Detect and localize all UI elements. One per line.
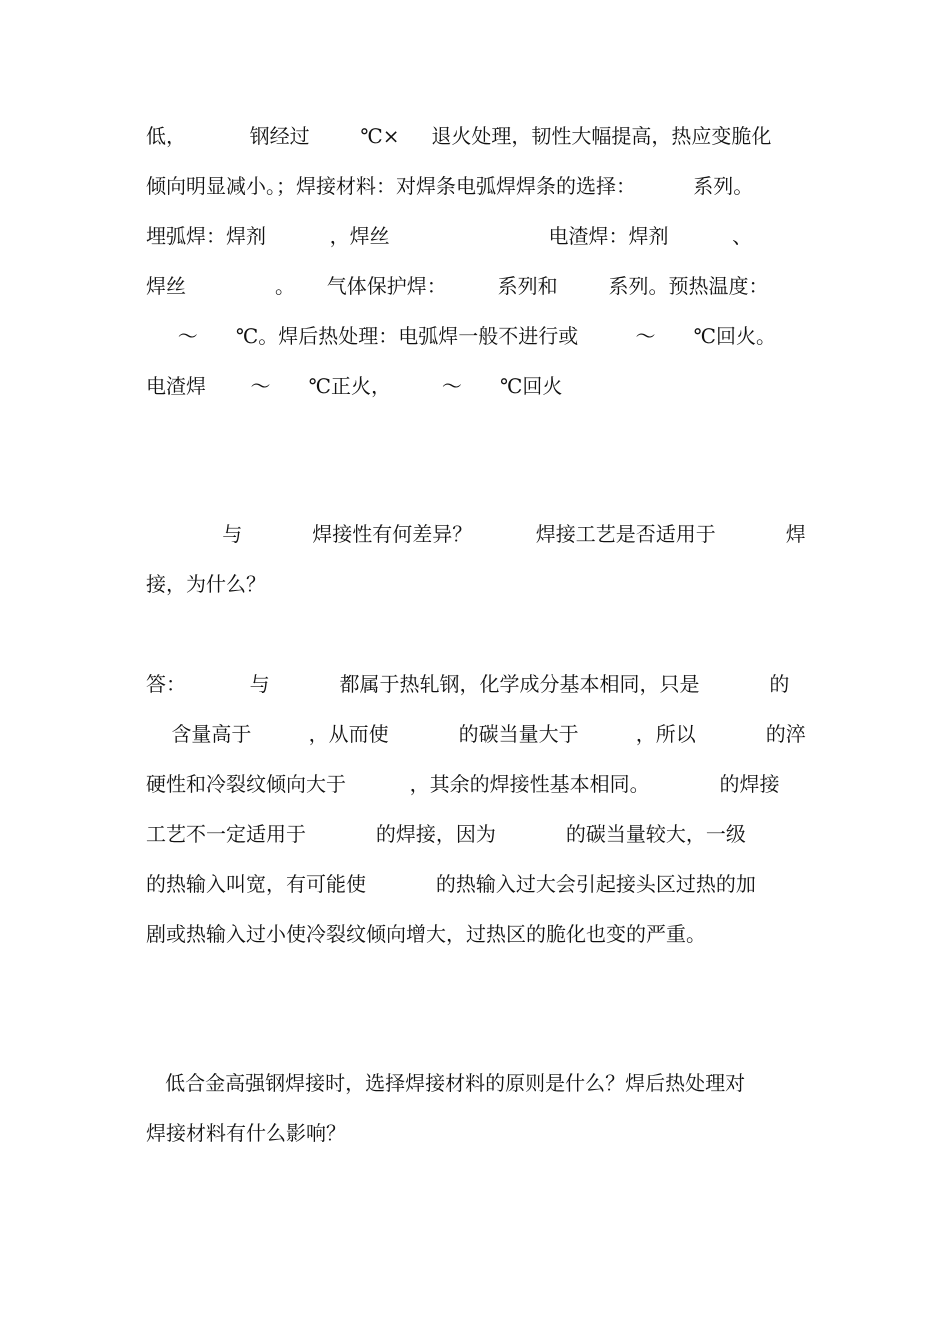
text-line: 埋弧焊：焊剂 ，焊丝 电渣焊：焊剂 、 [146, 224, 753, 248]
question-line: 焊接材料有什么影响？ [146, 1121, 346, 1145]
answer-line: 硬性和冷裂纹倾向大于 ，其余的焊接性基本相同。 的焊接 [146, 772, 780, 796]
text-line: ～ ℃。焊后热处理：电弧焊一般不进行或 ～ ℃回火。 [146, 324, 777, 348]
text-line: 倾向明显减小。；焊接材料：对焊条电弧焊焊条的选择： 系列。 [146, 174, 754, 198]
answer-line: 答： 与 都属于热轧钢，化学成分基本相同，只是 的 [146, 672, 790, 696]
answer-line: 剧或热输入过小使冷裂纹倾向增大，过热区的脆化也变的严重。 [146, 922, 706, 946]
text-line: 电渣焊 ～ ℃正火， ～ ℃回火 [146, 374, 563, 398]
question-line: 接，为什么？ [146, 572, 266, 596]
answer-line: 工艺不一定适用于 的焊接，因为 的碳当量较大，一级 [146, 822, 746, 846]
question-line: 与 焊接性有何差异？ 焊接工艺是否适用于 焊 [146, 522, 806, 546]
answer-line: 的热输入叫宽，有可能使 的热输入过大会引起接头区过热的加 [146, 872, 756, 896]
answer-line: 含量高于 ，从而使 的碳当量大于 ，所以 的淬 [146, 722, 806, 746]
text-line: 焊丝 。 气体保护焊： 系列和 系列。预热温度： [146, 274, 769, 298]
text-line: 低， 钢经过 ℃× 退火处理，韧性大幅提高，热应变脆化 [146, 124, 772, 148]
question-line: 低合金高强钢焊接时，选择焊接材料的原则是什么？焊后热处理对 [146, 1071, 746, 1095]
